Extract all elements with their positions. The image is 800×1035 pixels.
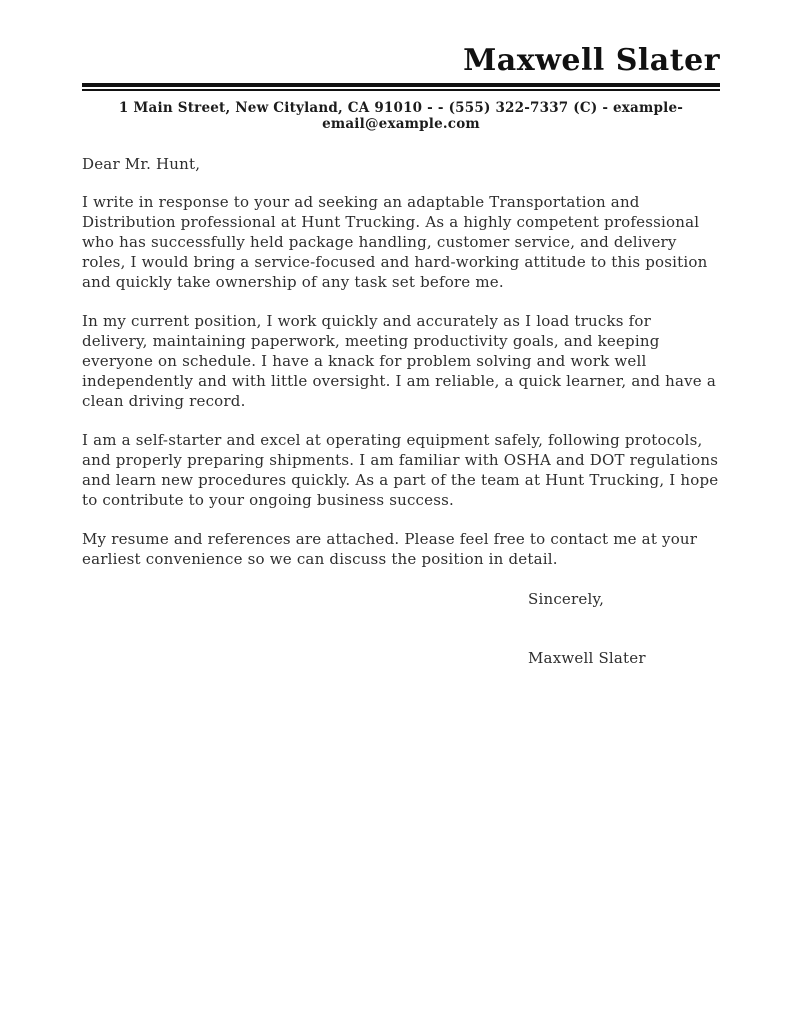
paragraph-2: In my current position, I work quickly and accurately as I load trucks for delivery, maintaining paperwork, meeting productivity goals, and keeping everyone on schedule. I have a knack for problem solving and work well independently and with little oversight. I am reliable, a quick learner, and have a clean driving record. xyxy=(82,312,716,410)
closing: Sincerely, xyxy=(528,590,605,608)
header-divider xyxy=(82,83,720,91)
letter-author-name: Maxwell Slater xyxy=(463,43,720,78)
salutation: Dear Mr. Hunt, xyxy=(82,155,201,173)
paragraph-1: I write in response to your ad seeking an adaptable Transportation and Distribution professional at Hunt Trucking. As a highly competent professional who has successfully held package handling, customer service, and delivery roles, I would bring a service-focused and hard-working attitude to this position and quickly take ownership of any task set before me. xyxy=(82,193,708,291)
paragraph-3: I am a self-starter and excel at operating equipment safely, following protocols, and properly preparing shipments. I am familiar with OSHA and DOT regulations and learn new procedures quickly. As a part of the team at Hunt Trucking, I hope to contribute to your ongoing business success. xyxy=(82,431,719,509)
contact-info: 1 Main Street, New Cityland, CA 91010 - - (555) 322-7337 (C) - example-email@example.com xyxy=(118,100,684,132)
signature-name: Maxwell Slater xyxy=(528,649,646,667)
paragraph-4: My resume and references are attached. Please feel free to contact me at your earliest convenience so we can discuss the position in detail. xyxy=(82,530,698,568)
divider-thin-line xyxy=(82,89,720,91)
letter-body xyxy=(82,154,720,668)
